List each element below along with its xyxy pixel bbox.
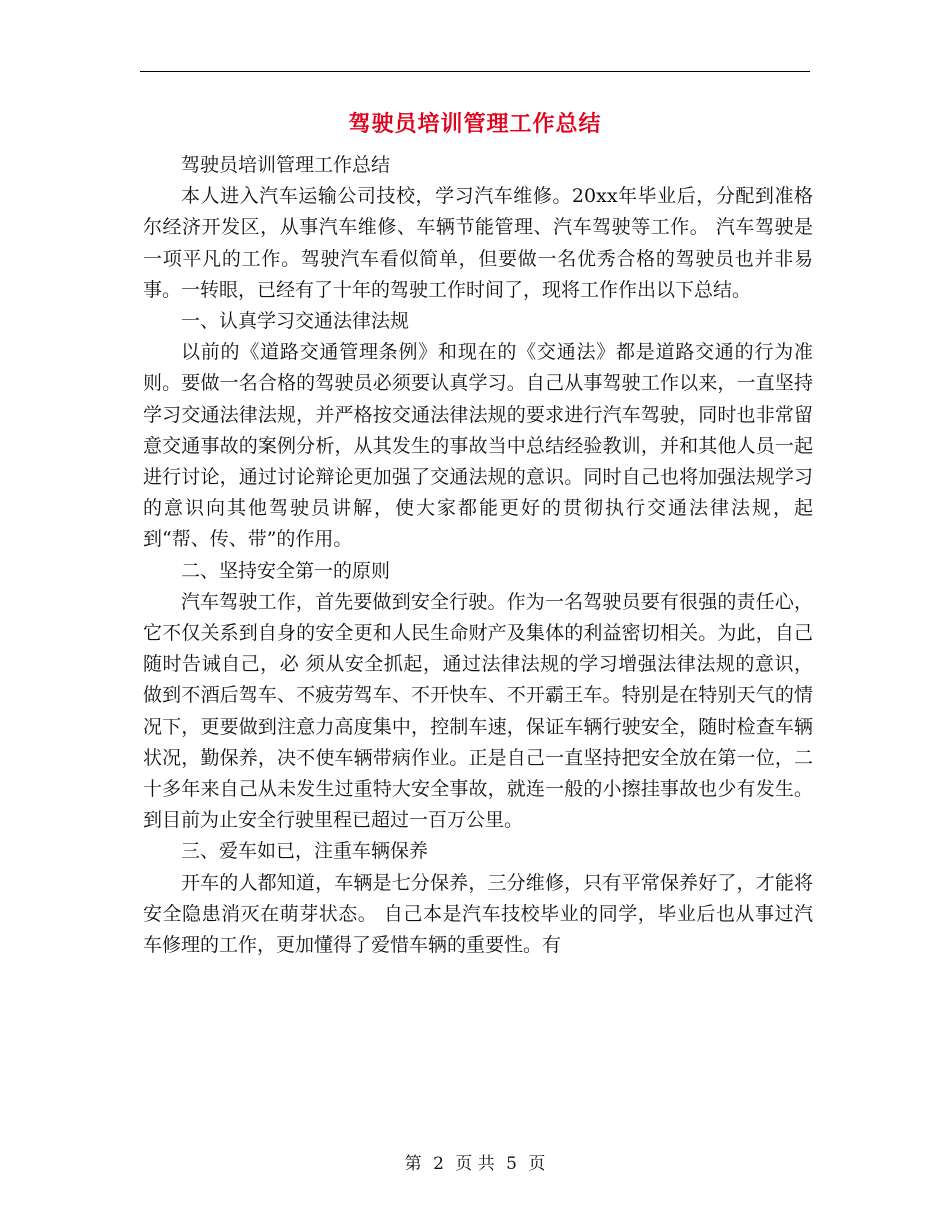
section-paragraph-2: 汽车驾驶工作，首先要做到安全行驶。作为一名驾驶员要有很强的责任心，它不仅关系到自身的安全更和人民生命财产及集体的利益密切相关。为此，自己随时告诫自己，必 须从安全抓起，通过法律法规的学习增强法律法规的意识，做到不酒后驾车、不疲劳驾车、不开快车、不开霸王车。特别是在特别天气的情况下，更要做到注意力高度集中，控制车速，保证车辆行驶安全，随时检查车辆状况，勤保养，决不使车辆带病作业。正是自己一直坚持把安全放在第一位，二十多年来自己从未发生过重特大安全事故，就连一般的小擦挂事故也少有发生。到目前为止安全行驶里程已超过一百万公里。: [143, 590, 813, 832]
header-rule: [140, 71, 810, 72]
section-paragraph-3: 开车的人都知道，车辆是七分保养，三分维修，只有平常保养好了，才能将安全隐患消灭在萌芽状态。 自己本是汽车技校毕业的同学，毕业后也从事过汽车修理的工作，更加懂得了爱惜车辆的重要性。有: [143, 871, 813, 957]
footer-prefix: 第: [404, 1154, 422, 1174]
section-heading-2: 二、坚持安全第一的原则: [181, 559, 391, 582]
section-heading-1: 一、认真学习交通法律法规: [181, 310, 410, 333]
section-paragraph-1: 以前的《道路交通管理条例》和现在的《交通法》都是道路交通的行为准则。要做一名合格的驾驶员必须要认真学习。自己从事驾驶工作以来，一直坚持学习交通法律法规，并严格按交通法律法规的要求进行汽车驾驶，同时也非常留意交通事故的案例分析，从其发生的事故当中总结经验教训，并和其他人员一起进行讨论，通过讨论辩论更加强了交通法规的意识。同时自己也将加强法规学习的意识向其他驾驶员讲解，使大家都能更好的贯彻执行交通法律法规，起到“帮、传、带”的作用。: [143, 341, 813, 551]
intro-paragraph: 本人进入汽车运输公司技校，学习汽车维修。20xx年毕业后，分配到准格尔经济开发区，从事汽车维修、车辆节能管理、汽车驾驶等工作。 汽车驾驶是一项平凡的工作。驾驶汽车看似简单，但要做一名优秀合格的驾驶员也并非易事。一转眼，已经有了十年的驾驶工作时间了，现将工作作出以下总结。: [143, 185, 813, 301]
subtitle-paragraph: 驾驶员培训管理工作总结: [181, 154, 391, 176]
page-footer: [0, 1152, 950, 1176]
footer-middle: 页 共: [455, 1154, 495, 1174]
footer-total-pages: 5: [506, 1154, 517, 1174]
footer-suffix: 页: [528, 1154, 546, 1174]
section-heading-3: 三、爱车如已，注重车辆保养: [181, 840, 429, 863]
document-title: 驾驶员培训管理工作总结: [348, 111, 602, 137]
document-body: [143, 150, 813, 961]
footer-page-number: 2: [433, 1154, 444, 1174]
